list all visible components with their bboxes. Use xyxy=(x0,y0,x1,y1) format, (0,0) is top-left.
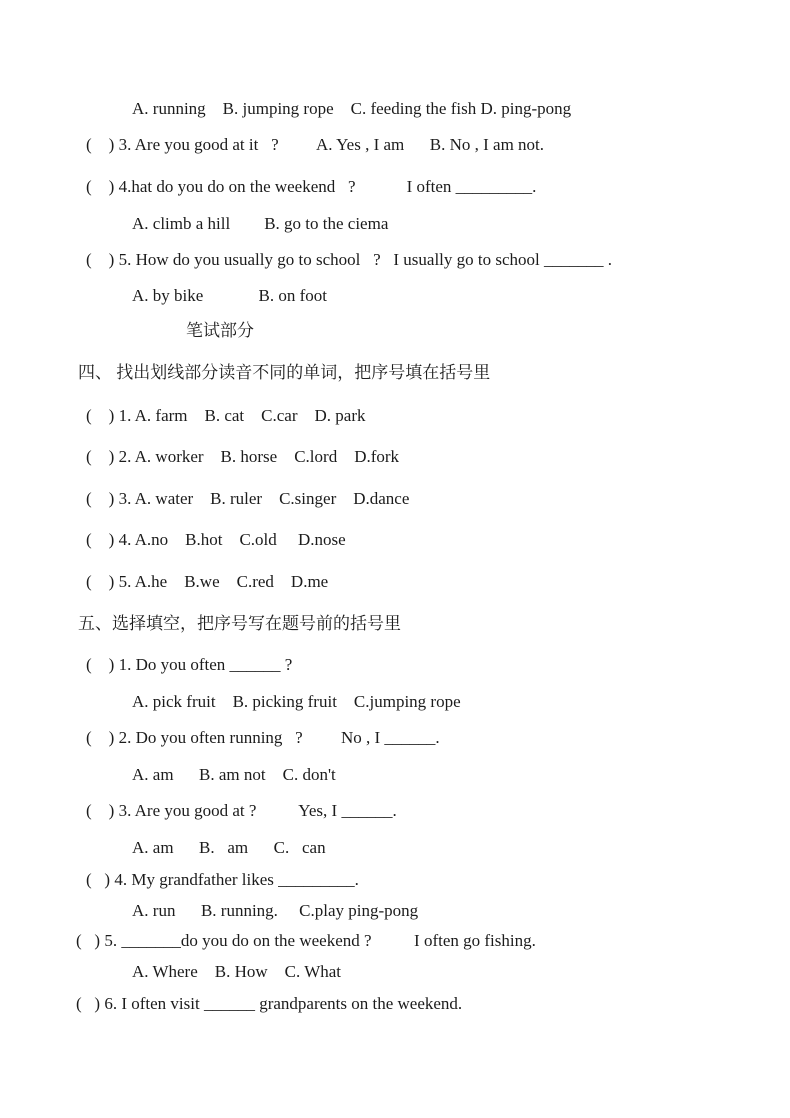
question-row: ( ) 3. Are you good at it ? A. Yes , I am B. No , I am not. xyxy=(86,135,545,154)
question-row: ( ) 5. A.he B.we C.red D.me xyxy=(86,572,329,591)
question-row: ( ) 3. Are you good at ? Yes, I ______. xyxy=(86,801,397,820)
section-four-title: 四、 找出划线部分读音不同的单词，把序号填在括号里 xyxy=(78,363,491,382)
section-five-title: 五、选择填空，把序号写在题号前的括号里 xyxy=(78,614,401,633)
question-row: ( ) 3. A. water B. ruler C.singer D.dance xyxy=(86,489,410,508)
answer-options-row: A. am B. am C. can xyxy=(132,838,326,857)
question-row: ( ) 5. _______do you do on the weekend ? I often go fishing. xyxy=(76,931,536,950)
question-row: ( ) 4. My grandfather likes _________. xyxy=(86,870,359,889)
answer-options-row: A. running B. jumping rope C. feeding the fish D. ping-pong xyxy=(132,99,572,118)
question-row: ( ) 4.hat do you do on the weekend ? I often _________. xyxy=(86,177,537,196)
answer-options-row: A. Where B. How C. What xyxy=(132,962,342,981)
question-row: ( ) 1. A. farm B. cat C.car D. park xyxy=(86,406,366,425)
question-row: ( ) 6. I often visit ______ grandparents on the weekend. xyxy=(76,994,463,1013)
answer-options-row: A. by bike B. on foot xyxy=(132,286,328,305)
question-row: ( ) 4. A.no B.hot C.old D.nose xyxy=(86,530,346,549)
answer-options-row: A. climb a hill B. go to the ciema xyxy=(132,214,389,233)
answer-options-row: A. run B. running. C.play ping-pong xyxy=(132,901,419,920)
written-part-heading: 笔试部分 xyxy=(186,321,254,340)
answer-options-row: A. pick fruit B. picking fruit C.jumping rope xyxy=(132,692,461,711)
question-row: ( ) 5. How do you usually go to school ? I usually go to school _______ . xyxy=(86,250,613,269)
question-row: ( ) 2. A. worker B. horse C.lord D.fork xyxy=(86,447,400,466)
answer-options-row: A. am B. am not C. don't xyxy=(132,765,336,784)
question-row: ( ) 1. Do you often ______ ? xyxy=(86,655,293,674)
question-row: ( ) 2. Do you often running ? No , I ______. xyxy=(86,728,440,747)
